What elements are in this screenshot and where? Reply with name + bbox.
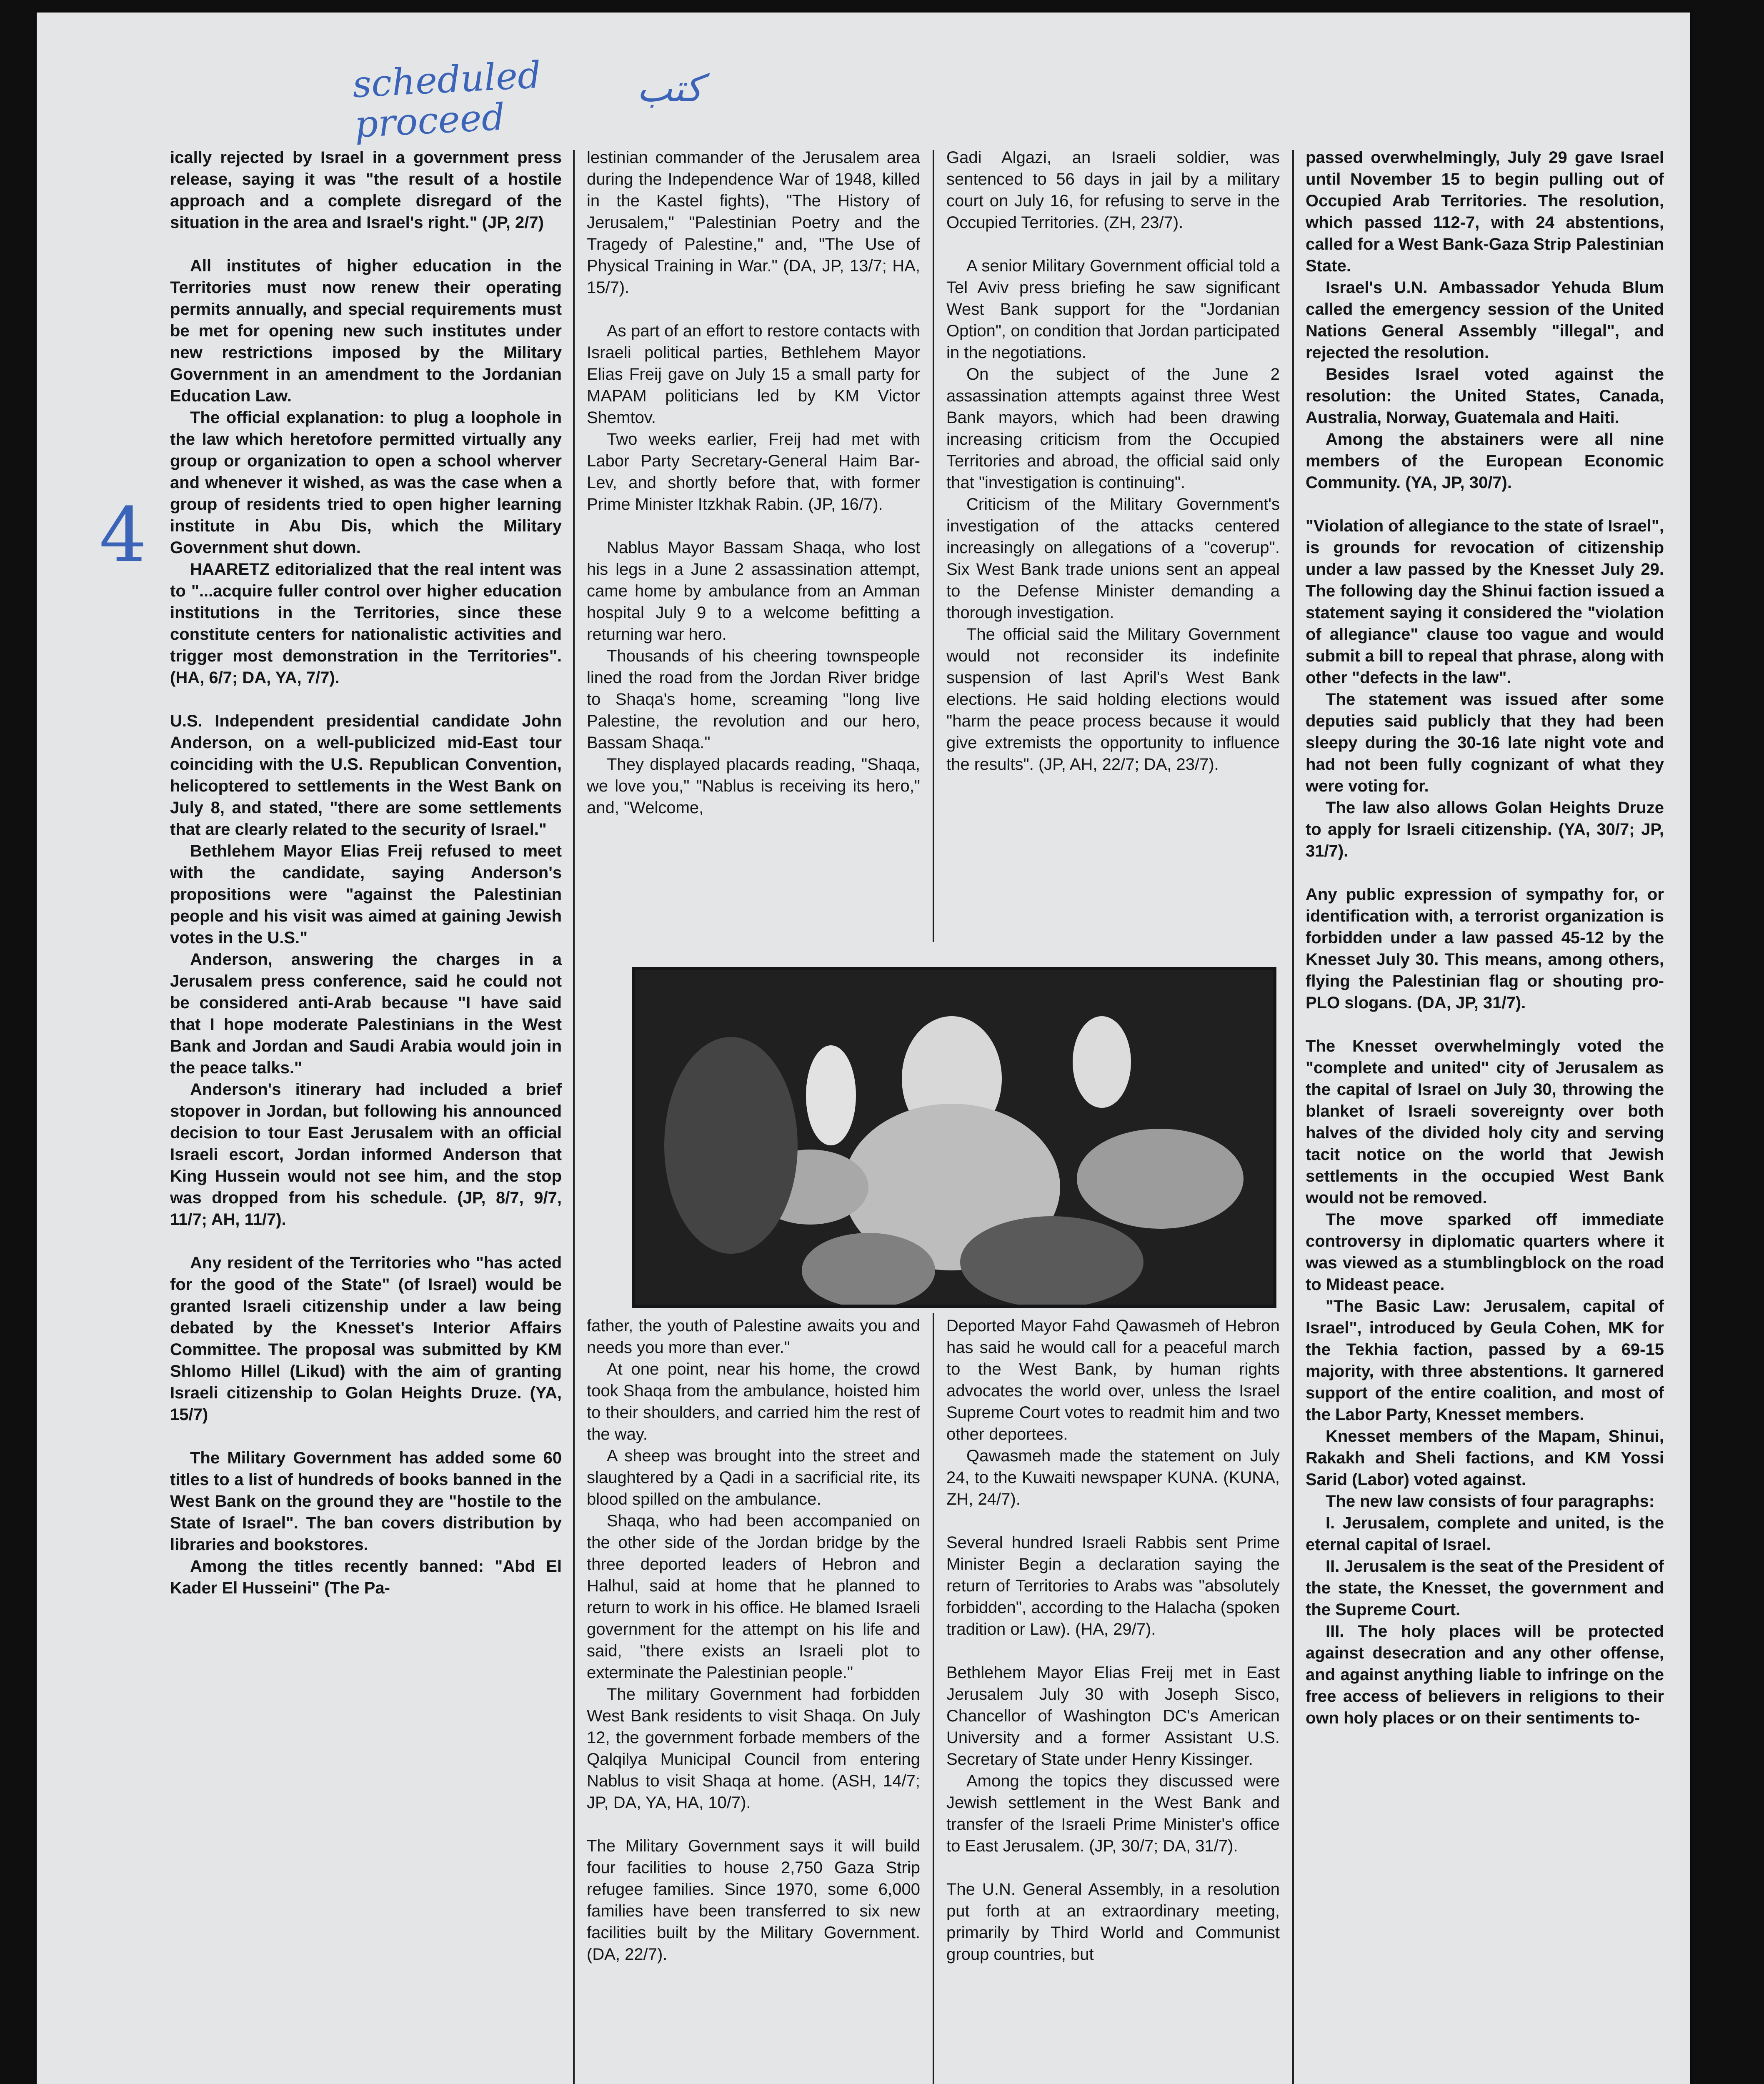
paragraph: On the subject of the June 2 assassination attempts against three West Bank mayors, which had been drawing increasing criticism from the Occupied Territories and abroad, the official said only that "investigation is continuing".	[946, 365, 1280, 492]
paragraph: Gadi Algazi, an Israeli soldier, was sentenced to 56 days in jail by a military court on July 16, for refusing to serve in the Occupied Territories. (ZH, 23/7).	[946, 148, 1280, 232]
handwritten-note-top-left: scheduled proceed	[351, 53, 542, 146]
article-column-1	[170, 147, 562, 1599]
paragraph: The military Government had forbidden West Bank residents to visit Shaqa. On July 12, the government forbade members of the Qalqilya Municipal Council from entering Nablus to visit Shaqa at home. (ASH, 14/7; JP, DA, YA, HA, 10/7).	[587, 1685, 920, 1812]
paragraph: II. Jerusalem is the seat of the President of the state, the Knesset, the government and the Supreme Court.	[1306, 1557, 1664, 1619]
paragraph: All institutes of higher education in the Territories must now renew their operating permits annually, and special requirements must be met for opening new such institutes under new restrictions imposed by the Military Government in an amendment to the Jordanian Education Law.	[170, 257, 562, 405]
paragraph: Anderson, answering the charges in a Jerusalem press conference, said he could not be considered anti-Arab because "I have said that I hope moderate Palestinians in the West Bank and Jordan and Saudi Arabia would join in the peace talks."	[170, 950, 562, 1077]
newsletter-page	[37, 13, 1690, 2084]
paragraph: ically rejected by Israel in a government press release, saying it was "the result of a hostile approach and a complete disregard of the situation in the area and Israel's right." (JP, 2/7)	[170, 148, 562, 232]
article-column-4	[1306, 147, 1664, 1729]
article-column-2	[587, 147, 920, 819]
paragraph: Qawasmeh made the statement on July 24, to the Kuwaiti newspaper KUNA. (KUNA, ZH, 24/7).	[946, 1447, 1280, 1508]
paragraph: Any resident of the Territories who "has acted for the good of the State" (of Israel) would be granted Israeli citizenship under a law being debated by the Knesset's Interior Affairs Committee. The proposal was submitted by KM Shlomo Hillel (Likud) with the aim of granting Israeli citizenship to Golan Heights Druze. (YA, 15/7)	[170, 1254, 562, 1424]
paragraph: Among the titles recently banned: "Abd El Kader El Husseini" (The Pa-	[170, 1557, 562, 1597]
paragraph: Nablus Mayor Bassam Shaqa, who lost his legs in a June 2 assassination attempt, came home by ambulance from an Amman hospital July 9 to a welcome befitting a returning war hero.	[587, 539, 920, 644]
paragraph: The new law consists of four paragraphs:	[1326, 1492, 1655, 1510]
paragraph: III. The holy places will be protected against desecration and any other offense, and against anything liable to infringe on the free access of believers in religions to their own holy places or on their sentiments to-	[1306, 1622, 1664, 1727]
paragraph: Israel's U.N. Ambassador Yehuda Blum called the emergency session of the United Nations General Assembly "illegal", and rejected the resolution.	[1306, 278, 1664, 362]
paragraph: Two weeks earlier, Freij had met with Labor Party Secretary-General Haim Bar-Lev, and shortly before that, with former Prime Minister Itzkhak Rabin. (JP, 16/7).	[587, 430, 920, 513]
paragraph: "Violation of allegiance to the state of Israel", is grounds for revocation of citizenship under a law passed by the Knesset July 29. The following day the Shinui faction issued a statement saying it considered the "violation of allegiance" clause too vague and would submit a bill to repeal that phrase, along with other "defects in the law".	[1306, 517, 1664, 687]
paragraph: As part of an effort to restore contacts with Israeli political parties, Bethlehem Mayor Elias Freij gave on July 15 a small party for MAPAM politicians led by KM Victor Shemtov.	[587, 322, 920, 427]
paragraph: The official explanation: to plug a loophole in the law which heretofore permitted virtually any group or organization to open a school wherver and whenever it wished, as was the case when a group of residents tried to open higher learning institute in Abu Dis, which the Military Government shut down.	[170, 408, 562, 557]
paragraph: The official said the Military Government would not reconsider its indefinite suspension of last April's West Bank elections. He said holding elections would "harm the peace process because it would give extremists the opportunity to influence the results". (JP, AH, 22/7; DA, 23/7).	[946, 625, 1280, 774]
column-rule	[573, 150, 575, 2084]
handwritten-note-top-right: كتب	[637, 67, 703, 110]
paragraph: HAARETZ editorialized that the real intent was to "...acquire fuller control over higher education institutions in the Territories, since these constitute centers for nationalistic activities and trigger most demonstration in the Territories". (HA, 6/7; DA, YA, 7/7).	[170, 560, 562, 687]
paragraph: passed overwhelmingly, July 29 gave Israel until November 15 to begin pulling out of Occupied Arab Territories. The resolution, which passed 112-7, with 24 abstentions, called for a West Bank-Gaza Strip Palestinian State.	[1306, 148, 1664, 275]
margin-mark: 4	[99, 492, 147, 579]
paragraph: father, the youth of Palestine awaits you and needs you more than ever."	[587, 1317, 920, 1357]
article-column-2-continued	[587, 1315, 920, 1965]
paragraph: The law also allows Golan Heights Druze to apply for Israeli citizenship. (YA, 30/7; JP, 31/7).	[1306, 799, 1664, 860]
paragraph: The statement was issued after some deputies said publicly that they had been sleepy during the 30-16 late night vote and had not been fully cognizant of what they were voting for.	[1306, 690, 1664, 795]
paragraph: They displayed placards reading, "Shaqa, we love you," "Nablus is receiving its hero," and, "Welcome,	[587, 755, 920, 817]
paragraph: Bethlehem Mayor Elias Freij met in East Jerusalem July 30 with Joseph Sisco, Chancellor of Washington DC's American University and a former Assistant U.S. Secretary of State under Henry Kissinger.	[946, 1663, 1280, 1768]
paragraph: Anderson's itinerary had included a brief stopover in Jordan, but following his announced decision to tour East Jerusalem with an official Israeli escort, Jordan informed Anderson that King Hussein would not see him, and the stop was dropped from his schedule. (JP, 8/7, 9/7, 11/7; AH, 11/7).	[170, 1080, 562, 1229]
column-rule	[933, 1313, 934, 2084]
paragraph: A sheep was brought into the street and slaughtered by a Qadi in a sacrificial rite, its blood spilled on the ambulance.	[587, 1447, 920, 1508]
column-rule	[933, 150, 934, 942]
paragraph: Among the abstainers were all nine members of the European Economic Community. (YA, JP, 30/7).	[1306, 430, 1664, 492]
paragraph: U.S. Independent presidential candidate John Anderson, on a well-publicized mid-East tour coinciding with the U.S. Republican Convention, helicoptered to settlements in the West Bank on July 8, and stated, "there are some settlements that are clearly related to the security of Israel."	[170, 712, 562, 839]
paragraph: The U.N. General Assembly, in a resolution put forth at an extraordinary meeting, primarily by Third World and Communist group countries, but	[946, 1880, 1280, 1964]
paragraph: Deported Mayor Fahd Qawasmeh of Hebron has said he would call for a peaceful march to the West Bank, by human rights advocates the world over, unless the Israel Supreme Court votes to readmit him and two other deportees.	[946, 1317, 1280, 1443]
news-photo	[632, 967, 1276, 1308]
paragraph: Knesset members of the Mapam, Shinui, Rakakh and Sheli factions, and KM Yossi Sarid (Labor) voted against.	[1306, 1427, 1664, 1489]
article-column-3	[946, 147, 1280, 775]
paragraph: Bethlehem Mayor Elias Freij refused to meet with the candidate, saying Anderson's propositions were "against the Palestinian people and his visit was aimed at gaining Jewish votes in the U.S."	[170, 842, 562, 947]
paragraph: Shaqa, who had been accompanied on the other side of the Jordan bridge by the three deported leaders of Hebron and Halhul, said at home that he planned to return to work in his office. He blamed Israeli government for the attempt on his life and said, "there exists an Israeli plot to exterminate the Palestinian people."	[587, 1512, 920, 1682]
paragraph: lestinian commander of the Jerusalem area during the Independence War of 1948, killed in the Kastel fights), "The History of Jerusalem," "Palestinian Poetry and the Tragedy of Palestine," and, "The Use of Physical Training in War." (DA, JP, 13/7; HA, 15/7).	[587, 148, 920, 297]
column-rule	[1292, 150, 1294, 2084]
paragraph: Criticism of the Military Government's investigation of the attacks centered increasingly on allegations of a "coverup". Six West Bank trade unions sent an appeal to the Defense Minister demanding a thorough investigation.	[946, 495, 1280, 622]
paragraph: A senior Military Government official told a Tel Aviv press briefing he saw significant West Bank support for the "Jordanian Option", on condition that Jordan participated in the negotiations.	[946, 257, 1280, 362]
paragraph: Several hundred Israeli Rabbis sent Prime Minister Begin a declaration saying the return of Territories to Arabs was "absolutely forbidden", according to the Halacha (spoken tradition or Law). (HA, 29/7).	[946, 1533, 1280, 1638]
paragraph: The Military Government has added some 60 titles to a list of hundreds of books banned in the West Bank on the ground they are "hostile to the State of Israel". The ban covers distribution by libraries and bookstores.	[170, 1449, 562, 1554]
article-column-3-continued	[946, 1315, 1280, 1965]
paragraph: At one point, near his home, the crowd took Shaqa from the ambulance, hoisted him to their shoulders, and carried him the rest of the way.	[587, 1360, 920, 1443]
paragraph: The Knesset overwhelmingly voted the "complete and united" city of Jerusalem as the capital of Israel on July 30, throwing the blanket of Israeli sovereignty over both halves of the divided holy city and serving tacit notice on the world that Jewish settlements in the occupied West Bank would not be removed.	[1306, 1037, 1664, 1207]
paragraph: Besides Israel voted against the resolution: the United States, Canada, Australia, Norway, Guatemala and Haiti.	[1306, 365, 1664, 427]
paragraph: Among the topics they discussed were Jewish settlement in the West Bank and transfer of the Israeli Prime Minister's office to East Jerusalem. (JP, 30/7; DA, 31/7).	[946, 1772, 1280, 1855]
paragraph: The Military Government says it will build four facilities to house 2,750 Gaza Strip refugee families. Since 1970, some 6,000 families have been transferred to six new facilities built by the Military Government. (DA, 22/7).	[587, 1837, 920, 1964]
paragraph: Any public expression of sympathy for, or identification with, a terrorist organization is forbidden under a law passed 45-12 by the Knesset July 30. This means, among others, flying the Palestinian flag or shouting pro-PLO slogans. (DA, JP, 31/7).	[1306, 885, 1664, 1012]
paragraph: "The Basic Law: Jerusalem, capital of Israel", introduced by Geula Cohen, MK for the Tekhia faction, passed by a 69-15 majority, with three abstentions. It garnered support of the entire coalition, and most of the Labor Party, Knesset members.	[1306, 1297, 1664, 1424]
paragraph: Thousands of his cheering townspeople lined the road from the Jordan River bridge to Shaqa's home, screaming "long live Palestine, the revolution and our hero, Bassam Shaqa."	[587, 647, 920, 752]
paragraph: The move sparked off immediate controversy in diplomatic quarters where it was viewed as a stumblingblock on the road to Mideast peace.	[1306, 1210, 1664, 1294]
paragraph: I. Jerusalem, complete and united, is the eternal capital of Israel.	[1306, 1514, 1664, 1554]
